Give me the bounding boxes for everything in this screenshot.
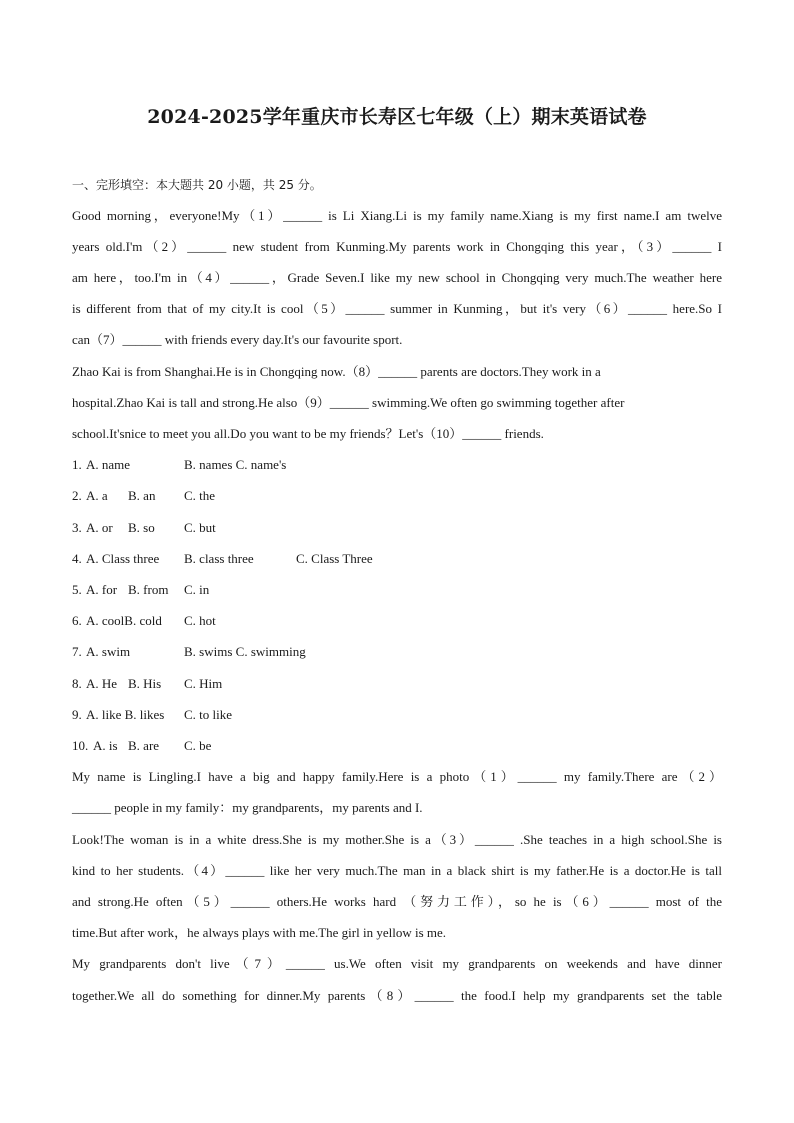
- option-c: C. be: [184, 738, 212, 753]
- passage1-line: can（7）______ with friends every day.It's our favourite sport.: [72, 332, 403, 347]
- option-b: B. names C. name's: [184, 457, 287, 472]
- passage2-line: and strong.He often（5）______ others.He works hard （努力工作），so he is（6）______ most of the: [72, 894, 722, 909]
- passage2-line: kind to her students.（4）______ like her very much.The man in a black shirt is my father.He is a doctor.He is tall: [72, 863, 722, 878]
- option-c: C. to like: [184, 707, 233, 722]
- option-c: C. in: [184, 582, 210, 597]
- section-heading: 一、完形填空：本大题共 20 小题，共 25 分。: [72, 178, 322, 192]
- option-c: C. Him: [184, 676, 223, 691]
- option-b: B. swims C. swimming: [184, 644, 306, 659]
- question-number: 3.: [72, 520, 82, 535]
- option-a: A. a: [86, 488, 108, 503]
- passage1-line: years old.I'm（2）______ new student from Kunming.My parents work in Chongqing this year，（3）______ I: [72, 239, 722, 254]
- option-a: A. Class three: [86, 551, 160, 566]
- passage2-line: ______ people in my family：my grandparents，my parents and I.: [72, 800, 423, 815]
- question-number: 1.: [72, 457, 82, 472]
- option-c: C. hot: [184, 613, 216, 628]
- question-number: 6.: [72, 613, 82, 628]
- passage2-line: together.We all do something for dinner.My parents（8）______ the food.I help my grandparents set the table: [72, 988, 722, 1003]
- passage1-line: Zhao Kai is from Shanghai.He is in Chongqing now.（8）______ parents are doctors.They work in a: [72, 364, 601, 379]
- option-b: B. an: [128, 488, 156, 503]
- page-title: 2024-2025学年重庆市长寿区七年级（上）期末英语试卷: [147, 106, 647, 128]
- option-b: B. His: [128, 676, 162, 691]
- passage1-line: am here，too.I'm in（4）______，Grade Seven.I like my new school in Chongqing very much.The weather here: [72, 270, 722, 285]
- passage2-line: My grandparents don't live（7）______ us.We often visit my grandparents on weekends and have dinner: [72, 956, 722, 971]
- question-number: 10.: [72, 738, 89, 753]
- option-a: A. or: [86, 520, 113, 535]
- option-b: B. so: [128, 520, 155, 535]
- question-number: 4.: [72, 551, 82, 566]
- passage1-line: is different from that of my city.It is cool（5）______ summer in Kunming，but it's very（6）______ here.So I: [72, 301, 722, 316]
- option-a: A. is: [93, 738, 118, 753]
- option-c: C. Class Three: [296, 551, 373, 566]
- option-a: A. name: [86, 457, 131, 472]
- passage2-line: My name is Lingling.I have a big and happy family.Here is a photo（1）______ my family.There are（2）: [72, 769, 722, 784]
- question-number: 7.: [72, 644, 82, 659]
- option-a: A. for: [86, 582, 118, 597]
- passage2-line: Look!The woman is in a white dress.She is my mother.She is a（3）______ .She teaches in a high school.She is: [72, 832, 722, 847]
- passage1-line: hospital.Zhao Kai is tall and strong.He also（9）______ swimming.We often go swimming together after: [72, 395, 625, 410]
- question-number: 9.: [72, 707, 82, 722]
- passage1-line: Good morning，everyone!My（1）______ is Li Xiang.Li is my family name.Xiang is my first name.I am twelve: [72, 208, 722, 223]
- question-number: 5.: [72, 582, 82, 597]
- option-a: A. coolB. cold: [86, 613, 162, 628]
- question-number: 2.: [72, 488, 82, 503]
- option-c: C. the: [184, 488, 216, 503]
- option-c: C. but: [184, 520, 216, 535]
- option-b: B. from: [128, 582, 169, 597]
- option-b: B. are: [128, 738, 160, 753]
- option-a: A. He: [86, 676, 118, 691]
- option-a: A. like B. likes: [86, 707, 165, 722]
- question-number: 8.: [72, 676, 82, 691]
- option-b: B. class three: [184, 551, 254, 566]
- passage1-line: school.It'snice to meet you all.Do you want to be my friends？Let's（10）______ friends.: [72, 426, 544, 441]
- option-a: A. swim: [86, 644, 131, 659]
- passage2-line: time.But after work，he always plays with me.The girl in yellow is me.: [72, 925, 447, 940]
